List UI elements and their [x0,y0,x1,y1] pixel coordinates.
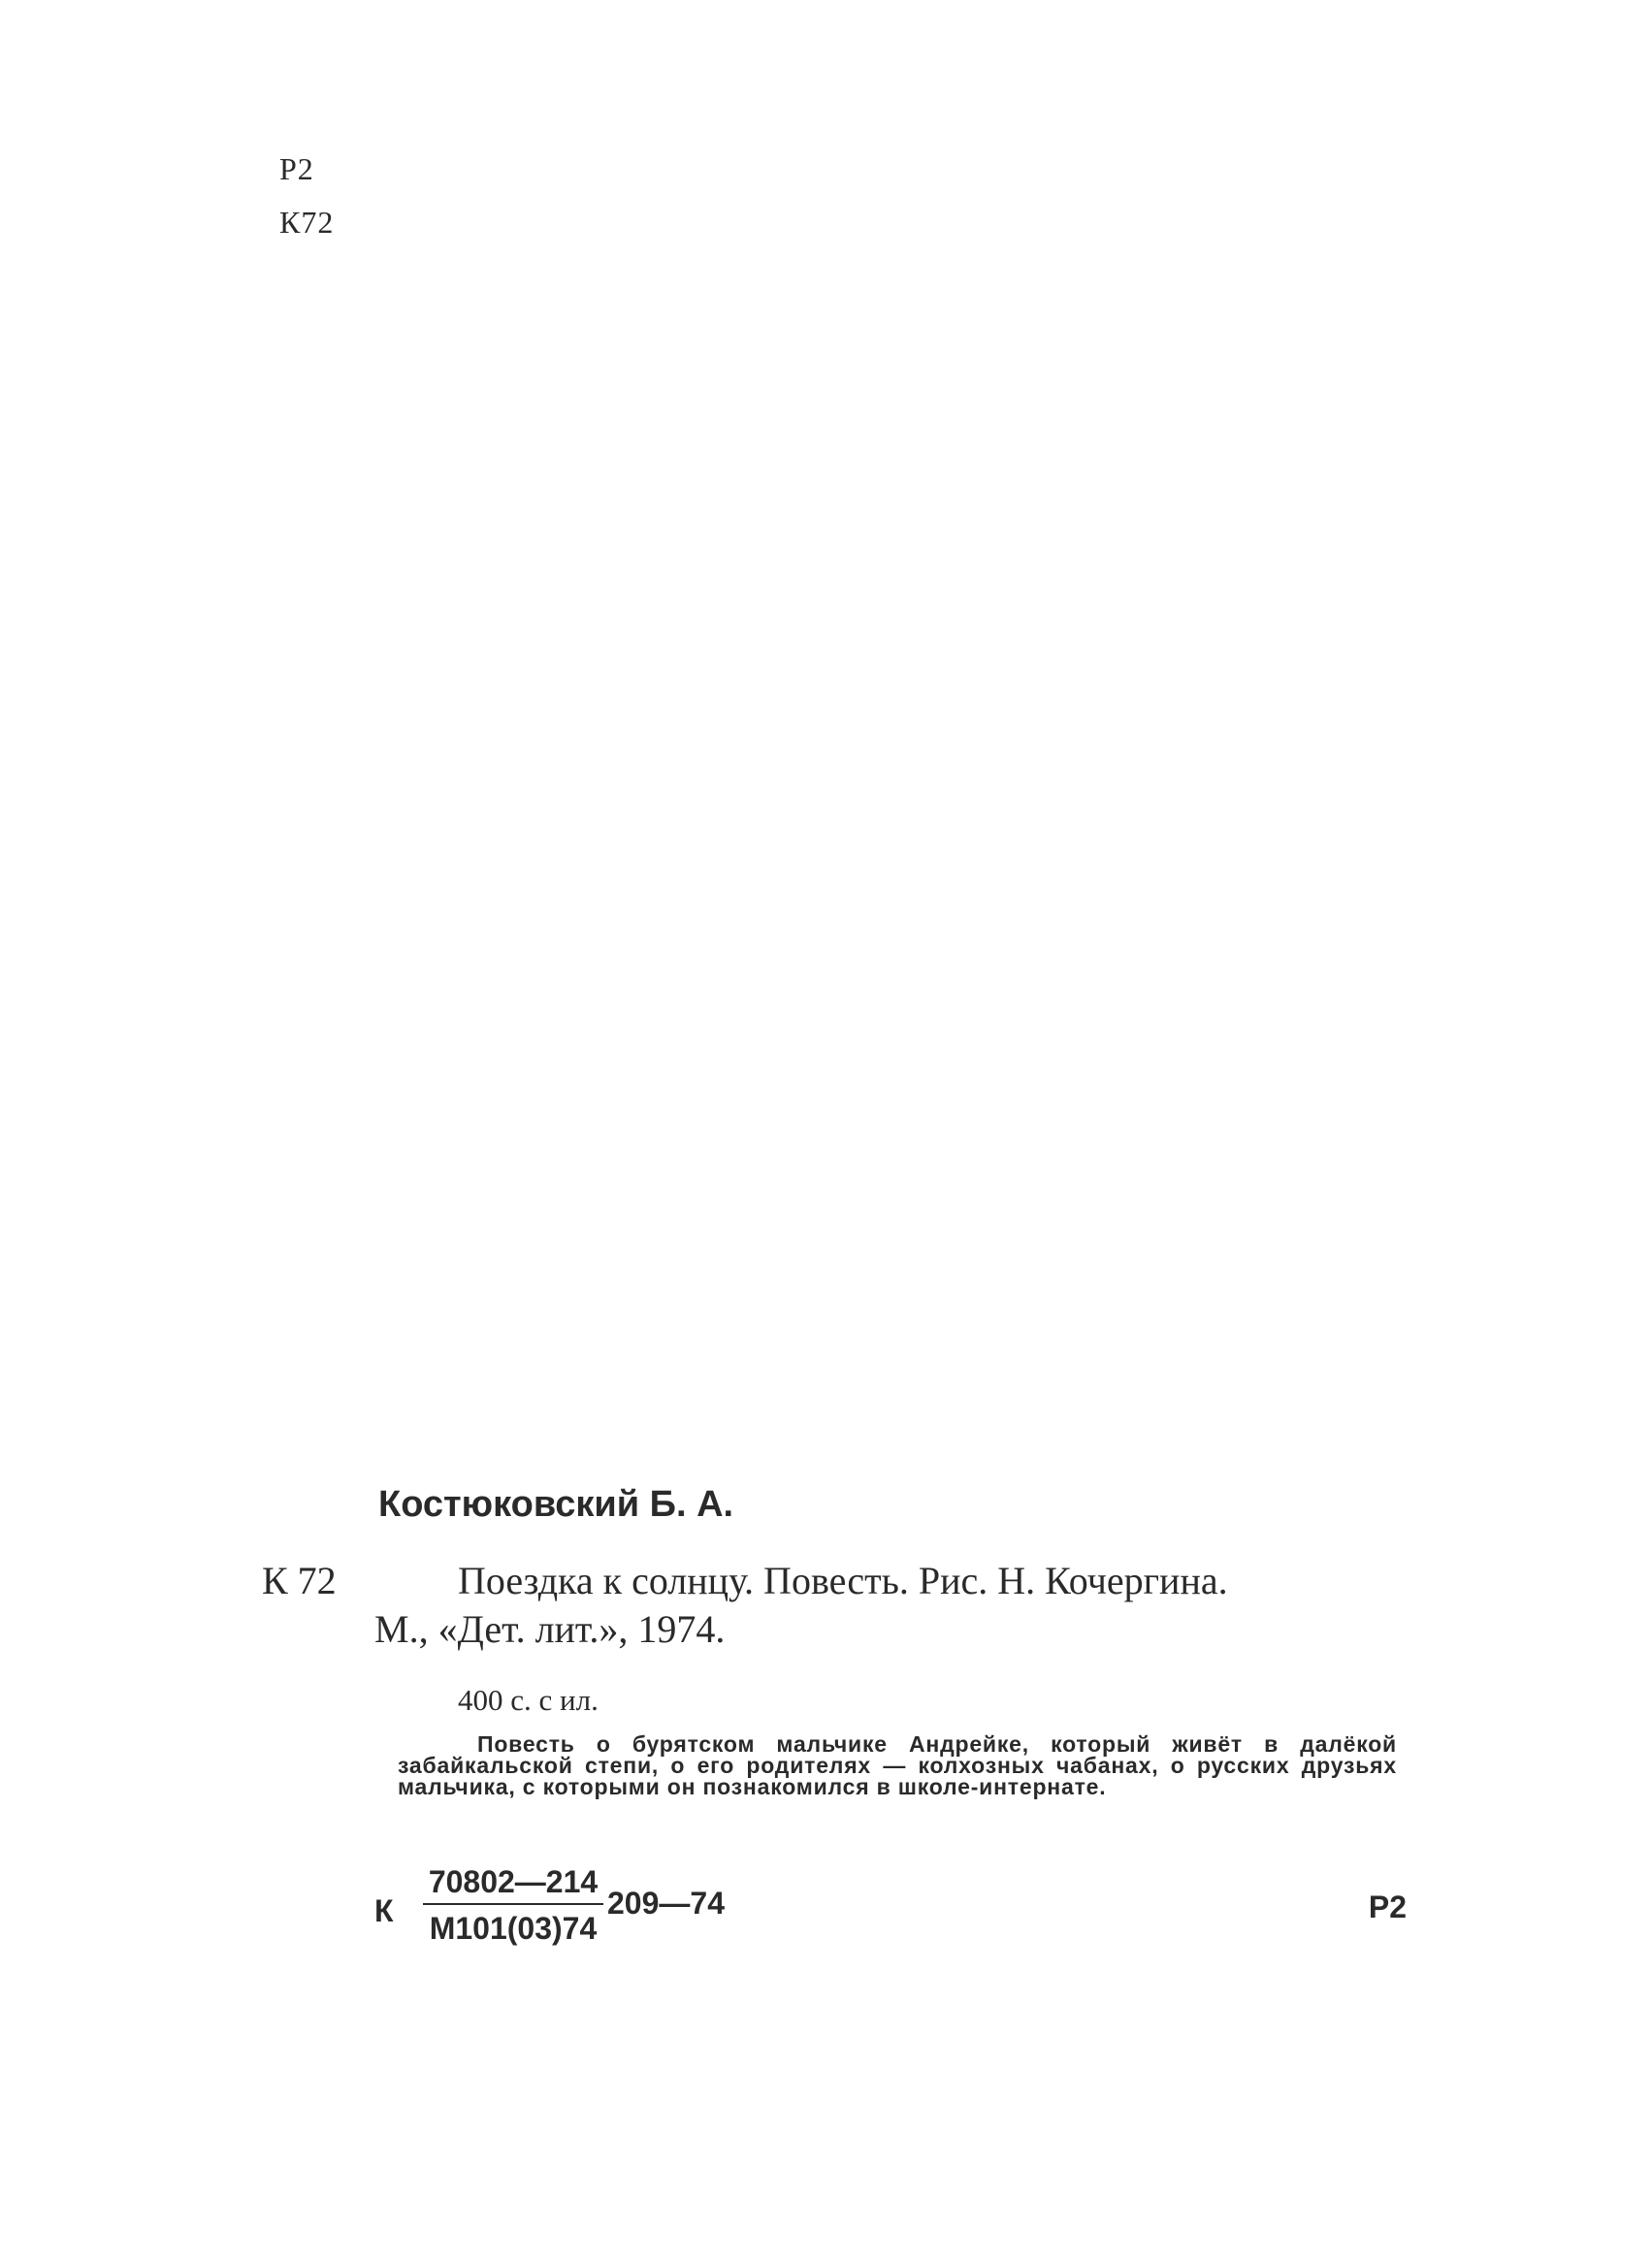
imprint-line: М., «Дет. лит.», 1974. [374,1607,726,1651]
author-name: Костюковский Б. А. [378,1484,734,1525]
class-code-bottom: Р2 [1368,1890,1407,1924]
author-mark-top: К72 [279,205,335,240]
order-number: 209—74 [607,1886,725,1921]
title-line: Поездка к солнцу. Повесть. Рис. Н. Кочергина. [458,1559,1228,1602]
annotation: Повесть о бурятском мальчике Андрейке, который живёт в далёкой забайкальской степи, о его родителях — колхозных чабанах, о русских друзьях мальчика, с которыми он познакомился в школе-интернате. [398,1731,1397,1799]
index-fraction [423,1862,603,1948]
index-denominator: М101(03)74 [429,1911,598,1946]
fraction-bar [423,1903,603,1905]
pages-line: 400 с. с ил. [458,1683,599,1717]
catalog-index [374,1862,1407,1959]
class-code-top: Р2 [279,151,314,186]
author-mark: К 72 [262,1559,337,1602]
index-letter: К [374,1893,394,1928]
index-numerator: 70802—214 [428,1864,599,1899]
